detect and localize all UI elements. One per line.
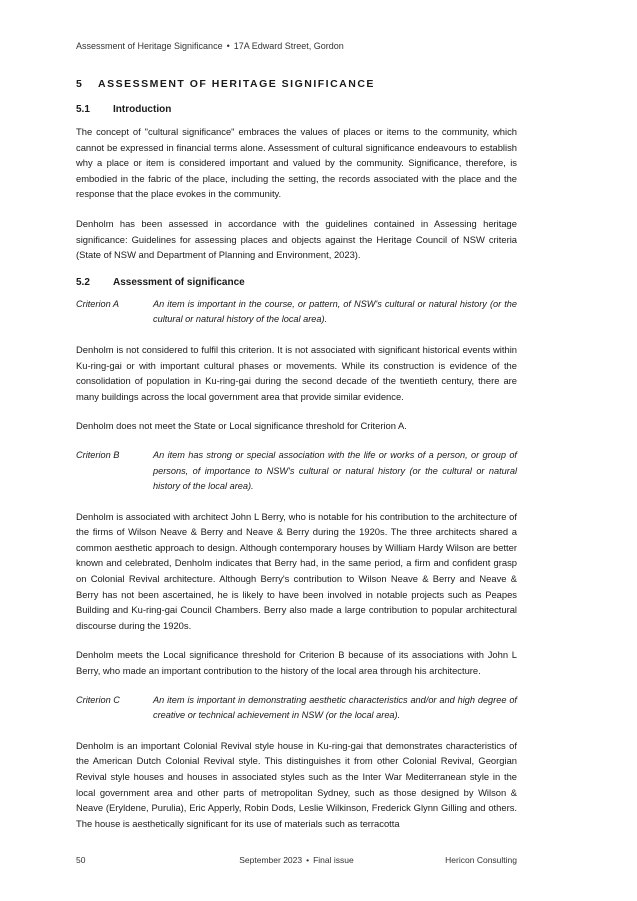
- paragraph: Denholm is not considered to fulfil this criterion. It is not associated with significant historical events within Ku-ring-gai or with important cultural phases or movements. While its construction is evidence of the consolidation of population in Ku-ring-gai during the second decade of the twentieth century, there are many buildings across the local government area that provide similar evidence.: [76, 343, 517, 402]
- paragraph: Denholm meets the Local significance threshold for Criterion B because of its associations with John L Berry, who made an important contribution to the history of the local area through his architecture.: [76, 649, 517, 677]
- subsection-title: Assessment of significance: [113, 276, 245, 288]
- paragraph: The concept of "cultural significance" embraces the values of places or items to the community, which cannot be expressed in financial terms alone. Assessment of cultural significance endeavours to establish why a place or item is considered important and valued by the community. Significance, therefore, is embodied in the fabric of the place, including the setting, the records associated with the place and the response that the place evokes in the community.: [76, 126, 517, 200]
- paragraph: Denholm is an important Colonial Revival style house in Ku-ring-gai that demonstrates characteristics of the American Dutch Colonial Revival style. This distinguishes it from other Colonial Revival, Georgian Revival style houses and houses in associated styles such as the Inter War Mediterranean style in the local government area and other parts of metropolitan Sydney, such as those designed by Wilson & Neave (Eryldene, Purulia), Eric Apperly, Robin Dods, Leslie Wilkinson, Frederick Glynn Gilling and others. The house is aesthetically significant for its use of materials such as terracotta: [76, 739, 517, 829]
- header-address: 17A Edward Street, Gordon: [233, 41, 344, 51]
- criterion-b: [76, 448, 517, 495]
- criterion-label: Criterion C: [76, 694, 120, 705]
- header-doc-title: Assessment of Heritage Significance: [76, 41, 223, 51]
- paragraph: Denholm does not meet the State or Local significance threshold for Criterion A.: [76, 420, 407, 432]
- subsection-number: 5.1: [76, 104, 90, 115]
- header-separator: •: [226, 41, 230, 51]
- footer-status: Final issue: [313, 855, 354, 865]
- paragraph: Denholm has been assessed in accordance with the guidelines contained in Assessing heritage significance: Guidelines for assessing places and objects against the Heritage Council of NSW criteria (State of NSW and Department of Planning and Environment, 2023).: [76, 217, 517, 261]
- subsection-heading-introduction: [76, 104, 517, 115]
- paragraph: Denholm is associated with architect John L Berry, who is notable for his contribution to the architecture of the firms of Wilson Neave & Berry and Neave & Berry during the 1920s. The three architects shared a common aesthetic approach to design. Although contemporary houses by William Hardy Wilson are better known and celebrated, Denholm indicates that Berry had, in the same period, a firm and confident grasp on Colonial Revival architecture. Although Berry's contribution to Wilson Neave & Berry and Neave & Berry has not been ascertained, he is likely to have been involved in notable projects such as Peapes Building and Ku-ring-gai Council Chambers. Berry also made a large contribution to popular architectural discourse during the 1920s.: [76, 510, 517, 631]
- criterion-text: An item is important in the course, or pattern, of NSW's cultural or natural history (or the cultural or natural history of the local area).: [153, 298, 517, 325]
- criterion-text: An item has strong or special association with the life or works of a person, or group of persons, of importance to NSW's cultural or natural history (or the cultural or natural history of the local area).: [153, 449, 517, 492]
- footer-separator: •: [306, 855, 310, 865]
- footer-date: September 2023: [239, 855, 303, 865]
- running-header: [76, 41, 344, 51]
- subsection-number: 5.2: [76, 276, 90, 288]
- footer-company: Hericon Consulting: [445, 855, 517, 865]
- page-content: [76, 78, 517, 845]
- section-number: 5: [76, 78, 84, 90]
- subsection-heading-assessment: [76, 277, 517, 288]
- criterion-c: [76, 693, 517, 724]
- criterion-label: Criterion B: [76, 449, 120, 460]
- criterion-text: An item is important in demonstrating aesthetic characteristics and/or and high degree of creative or technical achievement in NSW (or the local area).: [153, 694, 517, 721]
- section-heading: [76, 78, 517, 90]
- page-number: 50: [76, 855, 86, 865]
- criterion-label: Criterion A: [76, 298, 120, 309]
- subsection-title: Introduction: [113, 104, 172, 115]
- section-title: ASSESSMENT OF HERITAGE SIGNIFICANCE: [98, 78, 375, 90]
- criterion-a: [76, 297, 517, 328]
